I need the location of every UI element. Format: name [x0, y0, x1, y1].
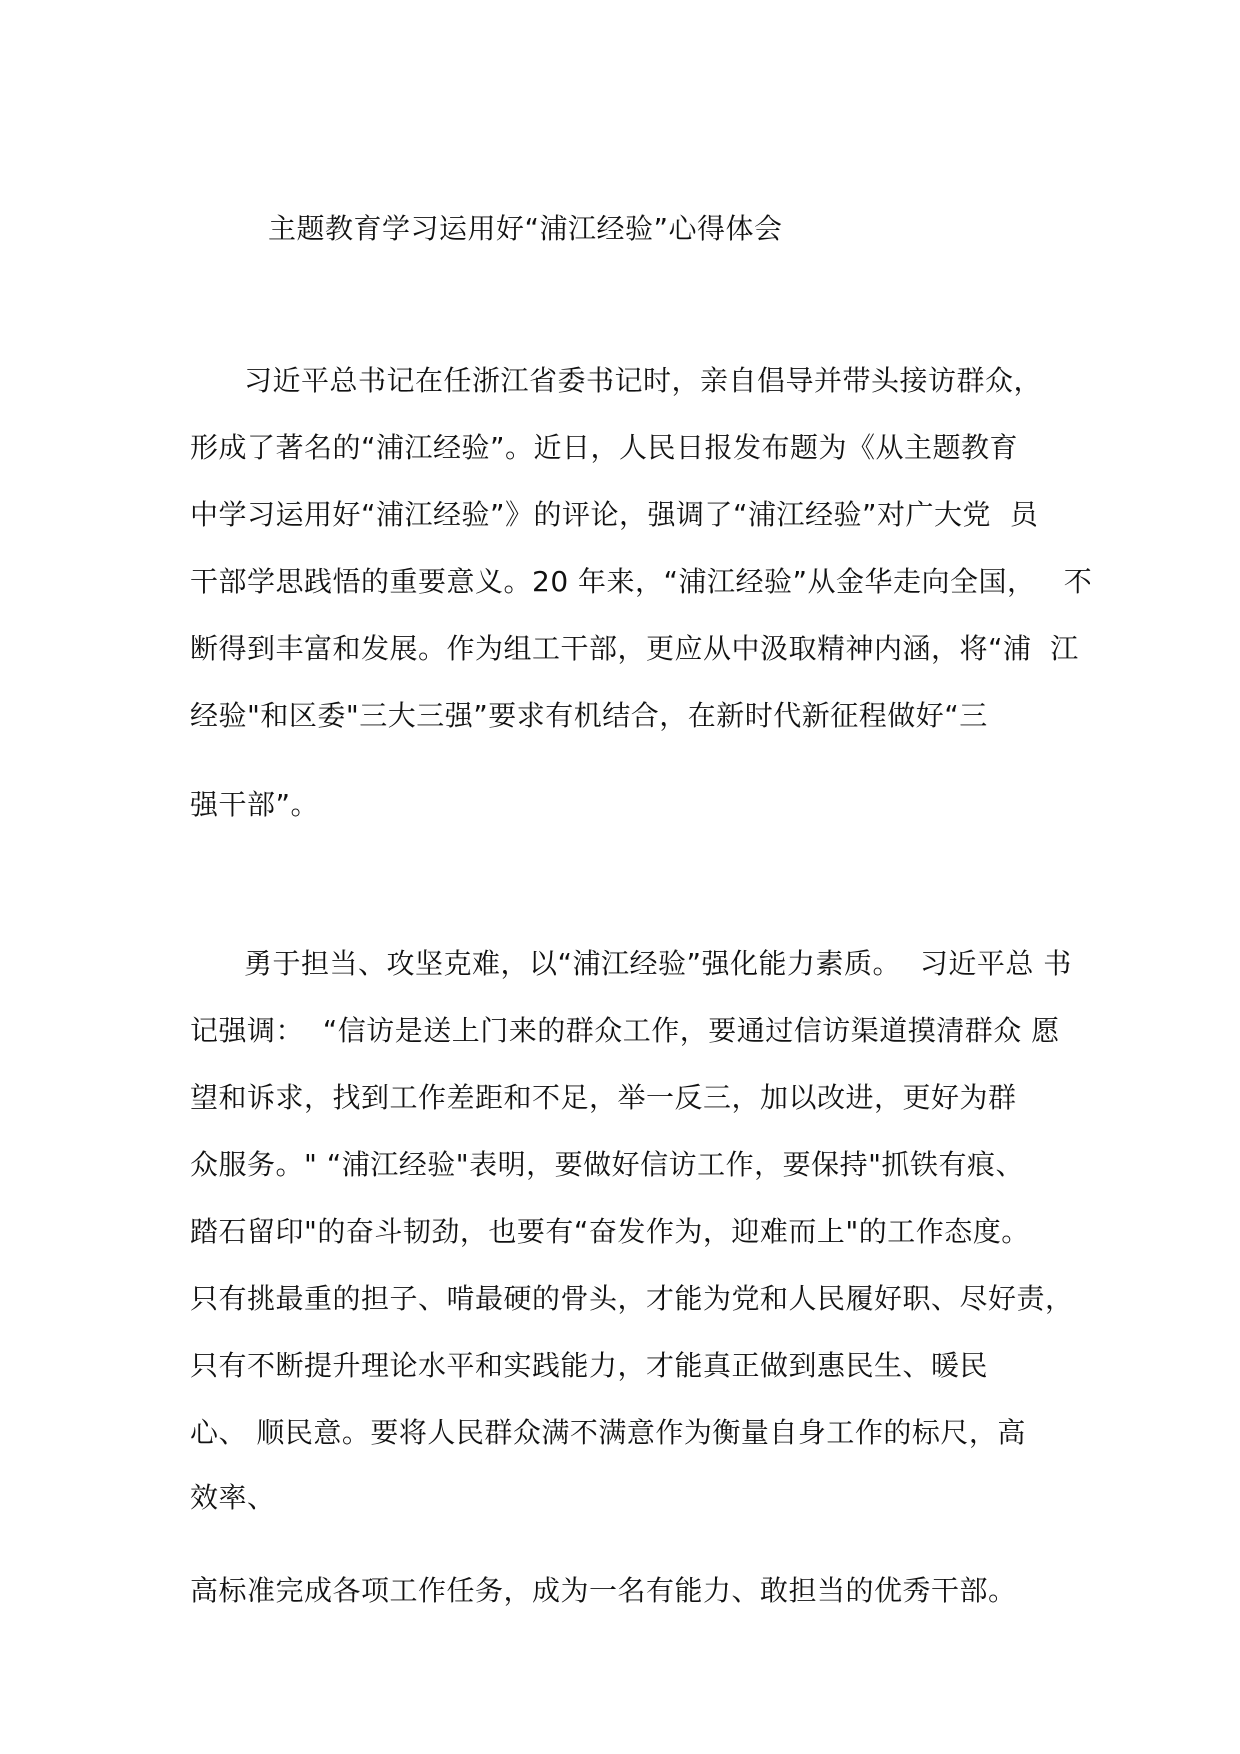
- paragraph-2-line: 记强调： “信访是送上门来的群众工作，要通过信访渠道摸清群众 愿: [190, 1014, 1060, 1047]
- paragraph-2-line: 心、 顺民意。要将人民群众满不满意作为衡量自身工作的标尺，高: [190, 1416, 1026, 1449]
- paragraph-2-line: 望和诉求，找到工作差距和不足，举一反三，加以改进，更好为群: [190, 1081, 1017, 1114]
- paragraph-2-line: 高标准完成各项工作任务，成为一名有能力、敢担当的优秀干部。: [190, 1574, 1017, 1607]
- paragraph-1-line: 干部学思践悟的重要意义。20 年来，“浦江经验”从金华走向全国， 不: [190, 565, 1093, 598]
- document-title: 主题教育学习运用好“浦江经验”心得体会: [268, 212, 783, 245]
- paragraph-1-line: 中学习运用好“浦江经验”》的评论，强调了“浦江经验”对广大党 员: [190, 498, 1039, 531]
- paragraph-2-line: 众服务。" “浦江经验"表明，要做好信访工作，要保持"抓铁有痕、: [190, 1148, 1025, 1181]
- paragraph-2-line: 只有不断提升理论水平和实践能力，才能真正做到惠民生、暖民: [190, 1349, 989, 1382]
- paragraph-2-line: 踏石留印"的奋斗韧劲，也要有“奋发作为，迎难而上"的工作态度。: [190, 1215, 1030, 1248]
- paragraph-2-line: 效率、: [190, 1481, 276, 1514]
- paragraph-1-line: 经验"和区委"三大三强”要求有机结合，在新时代新征程做好“三: [190, 699, 988, 732]
- paragraph-1-line: 强干部”。: [190, 788, 320, 821]
- paragraph-1-line: 形成了著名的“浦江经验”。近日，人民日报发布题为《从主题教育: [190, 431, 1019, 464]
- paragraph-1-line: 习近平总书记在任浙江省委书记时，亲自倡导并带头接访群众，: [244, 364, 1043, 397]
- paragraph-2-line: 勇于担当、攻坚克难，以“浦江经验”强化能力素质。 习近平总 书: [244, 947, 1072, 980]
- paragraph-1-line: 断得到丰富和发展。作为组工干部，更应从中汲取精神内涵，将“浦 江: [190, 632, 1079, 665]
- paragraph-2-line: 只有挑最重的担子、啃最硬的骨头，才能为党和人民履好职、尽好责，: [190, 1282, 1074, 1315]
